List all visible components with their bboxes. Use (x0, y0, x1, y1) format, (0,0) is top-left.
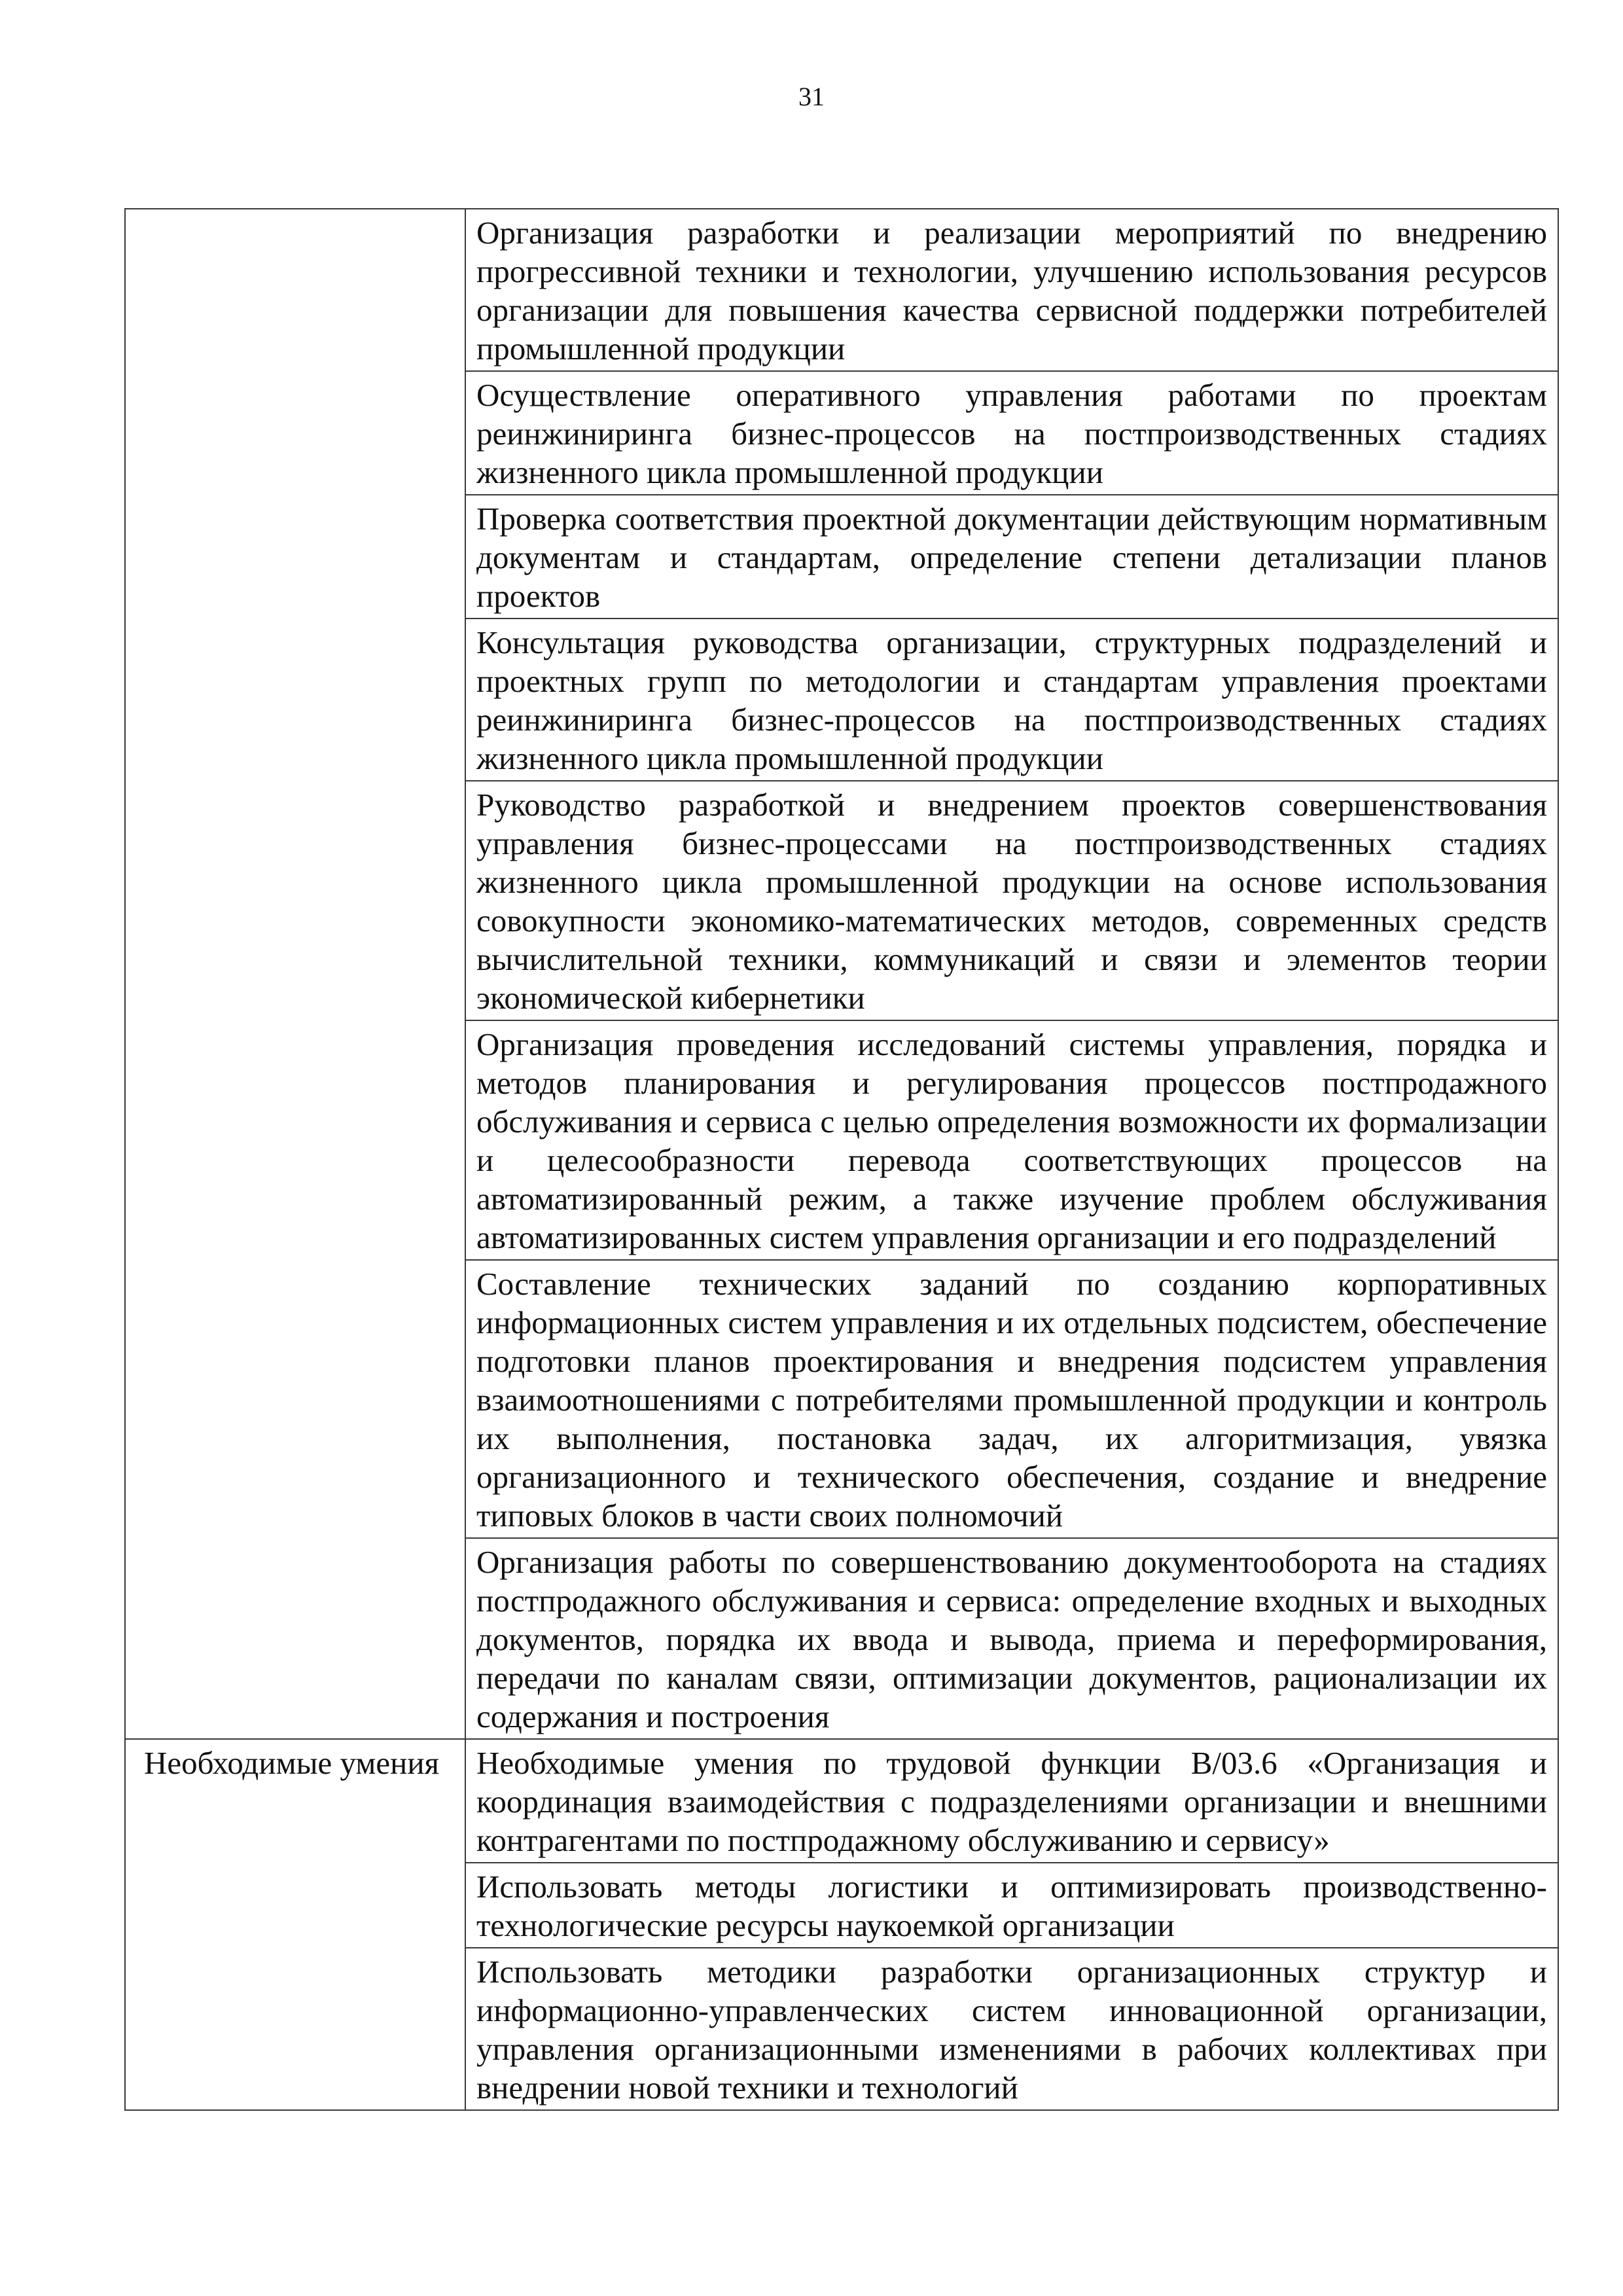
table-cell: Консультация руководства организации, структурных подразделений и проектных групп по методологии и стандартам управления проектами реинжиниринга бизнес-процессов на постпроизводственных стадиях жизненного цикла промышленной продукции (465, 619, 1558, 781)
page-number: 31 (798, 82, 825, 111)
table-cell: Использовать методы логистики и оптимизировать производственно-технологические ресурсы наукоемкой организации (465, 1863, 1558, 1948)
table-cell: Использовать методики разработки организационных структур и информационно-управленческих систем инновационной организации, управления организационными изменениями в рабочих коллективах при внедрении новой техники и технологий (465, 1948, 1558, 2110)
labor-functions-table (124, 208, 1559, 2111)
skills-label-cell: Необходимые умения (125, 1739, 465, 2110)
table-cell: Составление технических заданий по созданию корпоративных информационных систем управления и их отдельных подсистем, обеспечение подготовки планов проектирования и внедрения подсистем управления взаимоотношениями с потребителями промышленной продукции и контроль их выполнения, постановка задач, их алгоритмизация, увязка организационного и технического обеспечения, создание и внедрение типовых блоков в части своих полномочий (465, 1260, 1558, 1538)
table-cell: Осуществление оперативного управления работами по проектам реинжиниринга бизнес-процессов на постпроизводственных стадиях жизненного цикла промышленной продукции (465, 371, 1558, 495)
table-row (125, 1739, 1558, 1863)
table-cell: Организация работы по совершенствованию документооборота на стадиях постпродажного обслуживания и сервиса: определение входных и выходных документов, порядка их ввода и вывода, приема и переформирования, передачи по каналам связи, оптимизации документов, рационализации их содержания и построения (465, 1538, 1558, 1739)
table-cell: Руководство разработкой и внедрением проектов совершенствования управления бизнес-процессами на постпроизводственных стадиях жизненного цикла промышленной продукции на основе использования совокупности экономико-математических методов, современных средств вычислительной техники, коммуникаций и связи и элементов теории экономической кибернетики (465, 781, 1558, 1020)
label-cell-empty (125, 209, 465, 1739)
table-cell: Организация проведения исследований системы управления, порядка и методов планирования и регулирования процессов постпродажного обслуживания и сервиса с целью определения возможности их формализации и целесообразности перевода соответствующих процессов на автоматизированный режим, а также изучение проблем обслуживания автоматизированных систем управления организации и его подразделений (465, 1020, 1558, 1260)
table-cell: Организация разработки и реализации мероприятий по внедрению прогрессивной техники и технологии, улучшению использования ресурсов организации для повышения качества сервисной поддержки потребителей промышленной продукции (465, 209, 1558, 371)
table-cell: Проверка соответствия проектной документации действующим нормативным документам и стандартам, определение степени детализации планов проектов (465, 495, 1558, 619)
table-row (125, 209, 1558, 371)
table-cell: Необходимые умения по трудовой функции В/03.6 «Организация и координация взаимодействия с подразделениями организации и внешними контрагентами по постпродажному обслуживанию и сервису» (465, 1739, 1558, 1863)
